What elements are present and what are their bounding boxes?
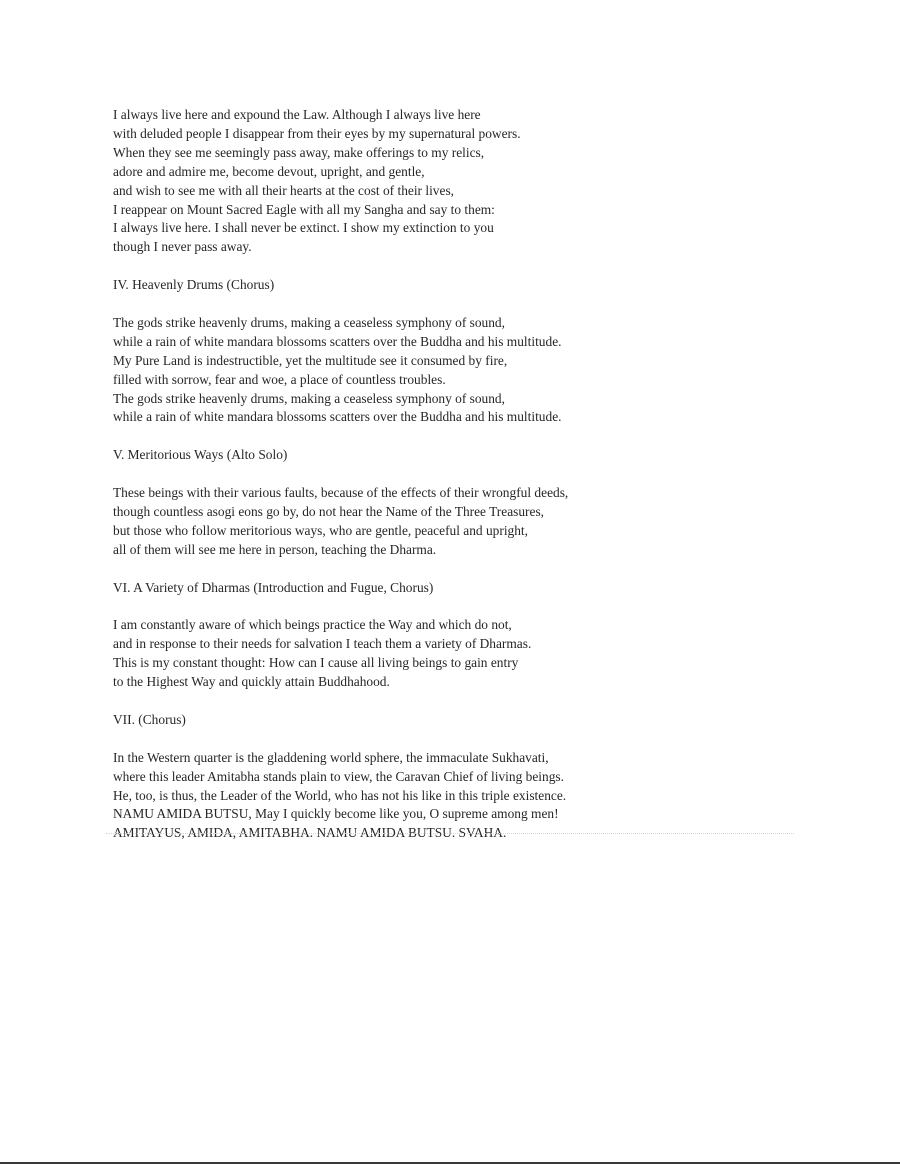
text-line: though countless asogi eons go by, do not hear the Name of the Three Treasures, (113, 503, 545, 519)
text-line: My Pure Land is indestructible, yet the multitude see it consumed by fire, (113, 352, 508, 368)
text-line: filled with sorrow, fear and woe, a place of countless troubles. (113, 371, 446, 387)
section-heading-vii: VII. (Chorus) (113, 711, 186, 727)
text-line: These beings with their various faults, because of the effects of their wrongful deeds, (113, 485, 569, 501)
text-line: while a rain of white mandara blossoms scatters over the Buddha and his multitude. (113, 333, 562, 349)
text-line: where this leader Amitabha stands plain to view, the Caravan Chief of living beings. (113, 768, 564, 784)
text-line: adore and admire me, become devout, upright, and gentle, (113, 163, 425, 179)
text-line: all of them will see me here in person, teaching the Dharma. (113, 541, 437, 557)
section-intro (113, 106, 803, 257)
paragraph-gap (113, 427, 803, 446)
text-line: I always live here and expound the Law. Although I always live here (113, 107, 481, 122)
section-heading-v: V. Meritorious Ways (Alto Solo) (113, 447, 288, 463)
text-line: When they see me seemingly pass away, make offerings to my relics, (113, 144, 485, 160)
section-heading-vi: VI. A Variety of Dharmas (Introduction and Fugue, Chorus) (113, 579, 434, 595)
paragraph-gap (113, 692, 803, 711)
document-body (113, 106, 803, 843)
paragraph-gap (113, 257, 803, 276)
text-line: to the Highest Way and quickly attain Buddhahood. (113, 674, 390, 690)
text-line: and wish to see me with all their hearts at the cost of their lives, (113, 182, 454, 198)
text-line: The gods strike heavenly drums, making a ceaseless symphony of sound, (113, 314, 505, 330)
text-line: I reappear on Mount Sacred Eagle with all my Sangha and say to them: (113, 201, 495, 217)
text-line: NAMU AMIDA BUTSU, May I quickly become like you, O supreme among men! (113, 806, 559, 822)
paragraph-gap (113, 465, 803, 484)
text-line: In the Western quarter is the gladdening world sphere, the immaculate Sukhavati, (113, 749, 549, 765)
text-line: and in response to their needs for salvation I teach them a variety of Dharmas. (113, 636, 532, 652)
text-line: while a rain of white mandara blossoms scatters over the Buddha and his multitude. (113, 409, 562, 425)
section-iv-text (113, 314, 803, 427)
section-v-text (113, 484, 803, 560)
paragraph-gap (113, 597, 803, 616)
paragraph-gap (113, 560, 803, 579)
text-line: but those who follow meritorious ways, who are gentle, peaceful and upright, (113, 522, 529, 538)
text-line: He, too, is thus, the Leader of the World, who has not his like in this triple existence. (113, 787, 567, 803)
section-vii-text (113, 749, 803, 844)
text-line: though I never pass away. (113, 239, 252, 255)
section-vi-text (113, 616, 803, 692)
text-line: This is my constant thought: How can I cause all living beings to gain entry (113, 655, 519, 671)
text-line: I always live here. I shall never be extinct. I show my extinction to you (113, 220, 494, 236)
section-heading-iv: IV. Heavenly Drums (Chorus) (113, 277, 275, 293)
text-line: AMITAYUS, AMIDA, AMITABHA. NAMU AMIDA BUTSU. SVAHA. (113, 825, 507, 841)
paragraph-gap (113, 295, 803, 314)
paragraph-gap (113, 730, 803, 749)
text-line: The gods strike heavenly drums, making a ceaseless symphony of sound, (113, 390, 505, 406)
end-divider (106, 833, 794, 834)
text-line: with deluded people I disappear from their eyes by my supernatural powers. (113, 125, 521, 141)
text-line: I am constantly aware of which beings practice the Way and which do not, (113, 617, 512, 633)
